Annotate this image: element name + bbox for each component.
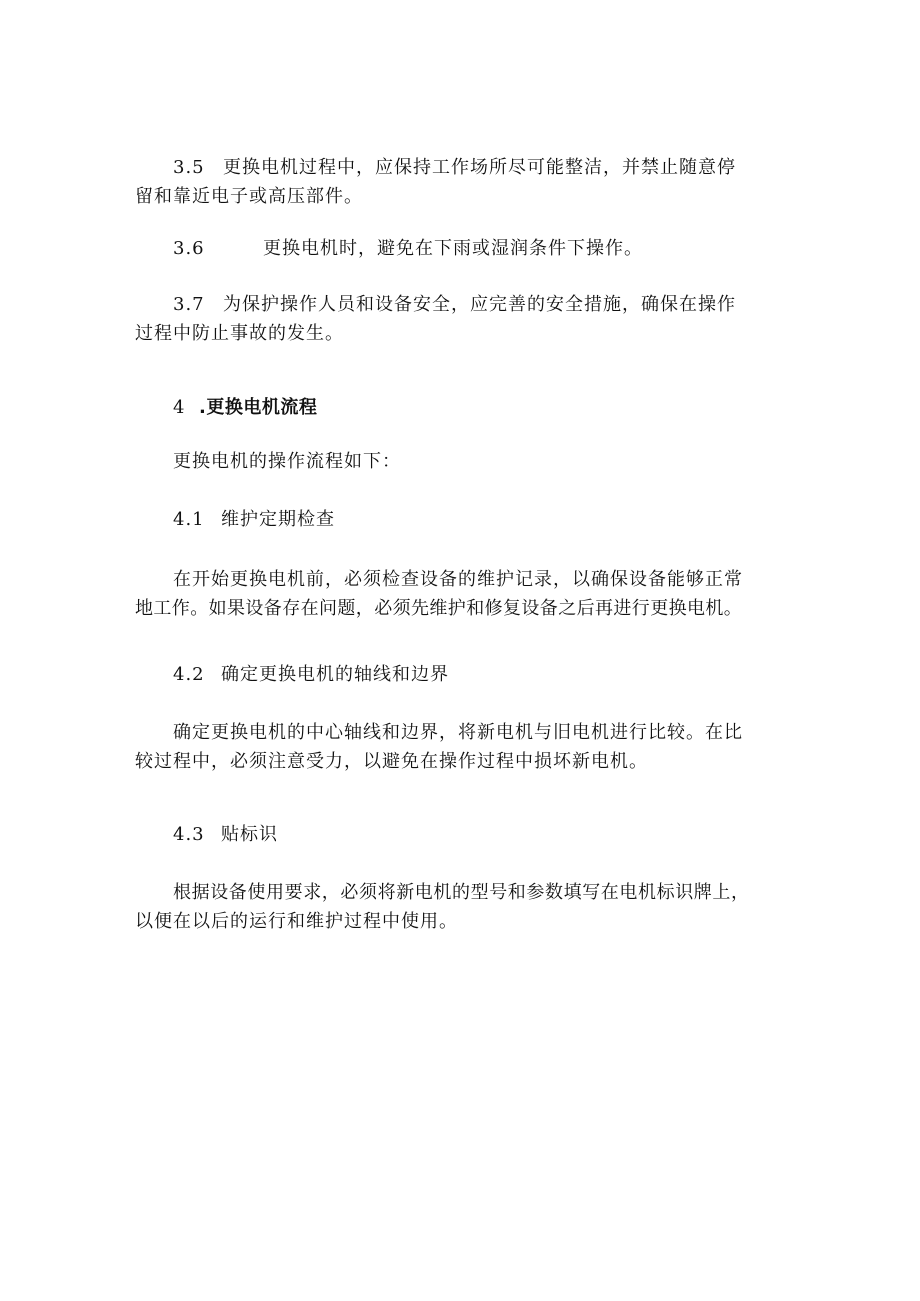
- subsection-4-3-body: [135, 878, 775, 936]
- subsection-title-line: [135, 660, 775, 689]
- body-line-2: 以便在以后的运行和维护过程中使用。: [135, 911, 458, 932]
- paragraph-3-7-line-1: [135, 290, 775, 319]
- paragraph-3-5-line-1: [135, 153, 775, 182]
- body-line-1: 在开始更换电机前，必须检查设备的维护记录，以确保设备能够正常: [173, 569, 743, 590]
- intro-line: 更换电机的操作流程如下：: [173, 451, 401, 472]
- paragraph-3-7-line-2: 过程中防止事故的发生。: [135, 323, 344, 344]
- heading-line: [135, 393, 775, 422]
- paragraph-text: 更换电机时，避免在下雨或湿润条件下操作。: [263, 238, 643, 259]
- section-number: 3.7: [173, 294, 205, 315]
- section-number: 4.2: [173, 664, 205, 685]
- subsection-title-line: [135, 820, 775, 849]
- subsection-4-2-body: [135, 718, 775, 776]
- section-number: 3.6: [173, 238, 205, 259]
- paragraph-text: 为保护操作人员和设备安全，应完善的安全措施，确保在操作: [223, 294, 736, 315]
- subsection-title: 贴标识: [221, 824, 278, 845]
- heading-number: 4: [173, 397, 185, 418]
- section-number: 4.3: [173, 824, 205, 845]
- subsection-title-line: [135, 505, 775, 534]
- body-line-2: 地工作。如果设备存在问题，必须先维护和修复设备之后再进行更换电机。: [135, 598, 743, 619]
- body-line-1: 确定更换电机的中心轴线和边界，将新电机与旧电机进行比较。在比: [173, 722, 743, 743]
- body-line-2: 较过程中，必须注意受力，以避免在操作过程中损坏新电机。: [135, 751, 648, 772]
- paragraph-3-7: [135, 290, 775, 348]
- heading-title: .更换电机流程: [199, 397, 318, 418]
- subsection-title: 维护定期检查: [221, 509, 335, 530]
- subsection-4-1-body: [135, 565, 775, 623]
- paragraph-text: 更换电机过程中，应保持工作场所尽可能整洁，并禁止随意停: [223, 157, 736, 178]
- body-line-1: 根据设备使用要求，必须将新电机的型号和参数填写在电机标识牌上，: [173, 882, 750, 903]
- paragraph-3-5: [135, 153, 775, 211]
- section-number: 3.5: [173, 157, 205, 178]
- paragraph-intro: [135, 447, 775, 476]
- paragraph-3-6: [135, 234, 775, 263]
- section-number: 4.1: [173, 509, 205, 530]
- section-heading-4: [135, 393, 775, 422]
- subsection-4-1-title: [135, 505, 775, 534]
- paragraph-3-5-line-2: 留和靠近电子或高压部件。: [135, 186, 363, 207]
- paragraph-3-6-line-1: [135, 234, 775, 263]
- subsection-4-3-title: [135, 820, 775, 849]
- subsection-title: 确定更换电机的轴线和边界: [221, 664, 449, 685]
- subsection-4-2-title: [135, 660, 775, 689]
